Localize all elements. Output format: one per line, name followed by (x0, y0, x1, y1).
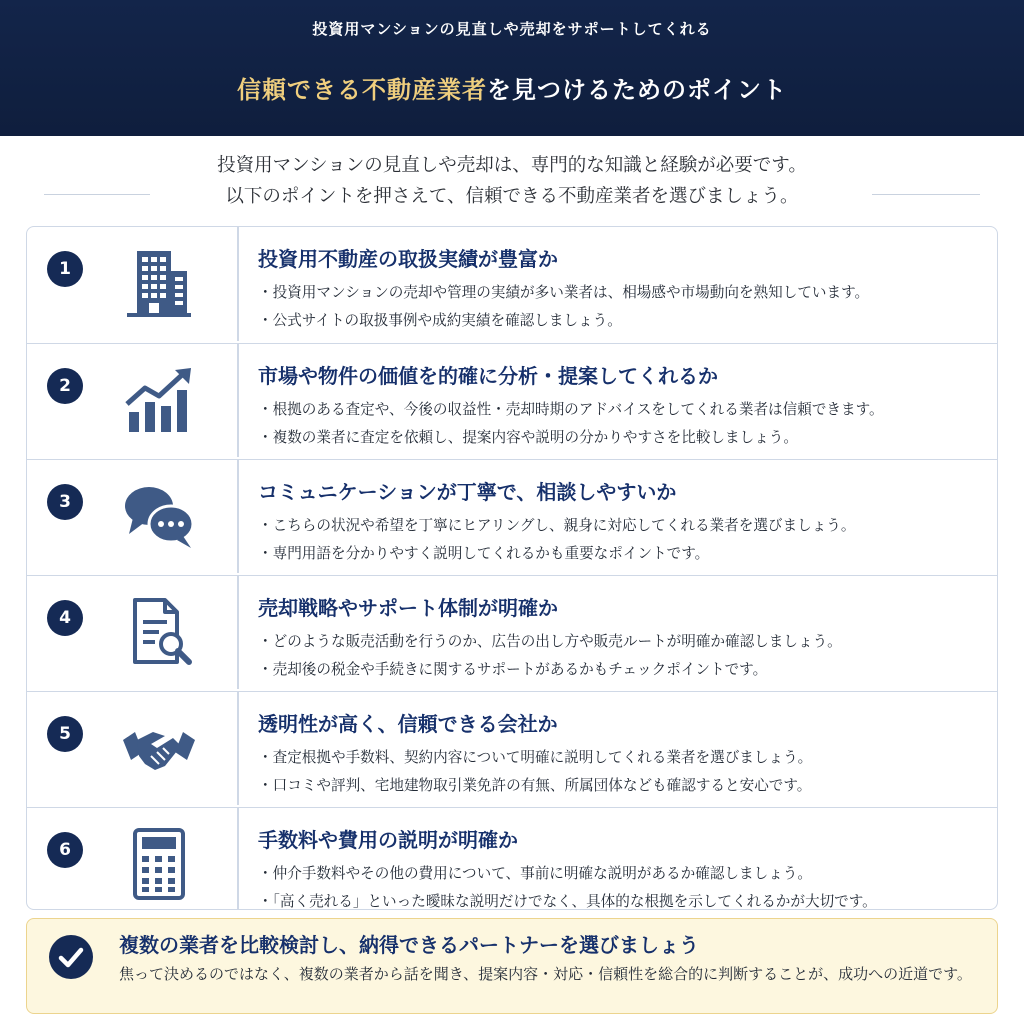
summary-title: 複数の業者を比較検討し、納得できるパートナーを選びましょう (119, 933, 699, 957)
calculator-icon (121, 826, 197, 902)
point-title: 手数料や費用の説明が明確か (258, 828, 518, 852)
point-bullet: ・査定根拠や手数料、契約内容について明確に説明してくれる業者を選びましょう。 (258, 749, 813, 766)
point-bullet: ・売却後の税金や手続きに関するサポートがあるかもチェックポイントです。 (258, 661, 768, 678)
header-banner (0, 0, 1024, 136)
point-number-badge: 6 (47, 832, 83, 868)
point-row-1 (27, 227, 998, 341)
point-number-badge: 4 (47, 600, 83, 636)
row-divider (237, 576, 239, 689)
point-bullet: ・こちらの状況や希望を丁寧にヒアリングし、親身に対応してくれる業者を選びましょう。 (258, 517, 856, 534)
point-title: 売却戦略やサポート体制が明確か (258, 596, 558, 620)
building-icon (121, 245, 197, 321)
point-row-6 (27, 807, 998, 910)
point-number-badge: 2 (47, 368, 83, 404)
row-divider (237, 227, 239, 341)
point-bullet: ・どのような販売活動を行うのか、広告の出し方や販売ルートが明確か確認しましょう。 (258, 633, 842, 650)
summary-body: 焦って決めるのではなく、複数の業者から話を聞き、提案内容・対応・信頼性を総合的に判断することが、成功への近道です。 (119, 965, 972, 983)
header-title-line2 (0, 70, 1024, 105)
growth-chart-icon (121, 362, 197, 438)
point-bullet: ・複数の業者に査定を依頼し、提案内容や説明の分かりやすさを比較しましょう。 (258, 429, 798, 446)
handshake-icon (121, 710, 197, 786)
header-title-rest: を見つけるためのポイント (487, 76, 787, 104)
header-title-line1: 投資用マンションの見直しや売却をサポートしてくれる (312, 20, 712, 38)
row-divider (237, 692, 239, 805)
intro-text (0, 150, 1024, 212)
document-search-icon (121, 594, 197, 670)
point-bullet: ・公式サイトの取扱事例や成約実績を確認しましょう。 (258, 312, 622, 329)
point-row-3 (27, 459, 998, 573)
point-title: コミュニケーションが丁寧で、相談しやすいか (258, 480, 677, 504)
point-bullet: ・投資用マンションの売却や管理の実績が多い業者は、相場感や市場動向を熟知しています。 (258, 284, 870, 301)
point-row-4 (27, 575, 998, 689)
intro-line2: 以下のポイントを押さえて、信頼できる不動産業者を選びましょう。 (225, 186, 799, 207)
point-row-5 (27, 691, 998, 805)
intro-divider-left (44, 194, 150, 195)
row-divider (237, 344, 239, 457)
point-bullet: ・口コミや評判、宅地建物取引業免許の有無、所属団体なども確認すると安心です。 (258, 777, 812, 794)
points-card (26, 226, 998, 910)
summary-box (26, 918, 998, 1014)
point-number-badge: 5 (47, 716, 83, 752)
point-number-badge: 1 (47, 251, 83, 287)
point-row-2 (27, 343, 998, 457)
intro-divider-right (872, 194, 980, 195)
row-divider (237, 460, 239, 573)
check-circle-icon (49, 935, 93, 979)
point-bullet: ・専門用語を分かりやすく説明してくれるかも重要なポイントです。 (258, 545, 710, 562)
header-highlight: 信頼できる不動産業者 (237, 76, 487, 104)
point-bullet: ・根拠のある査定や、今後の収益性・売却時期のアドバイスをしてくれる業者は信頼できます。 (258, 401, 884, 418)
point-title: 市場や物件の価値を的確に分析・提案してくれるか (258, 364, 718, 388)
intro-line1: 投資用マンションの見直しや売却は、専門的な知識と経験が必要です。 (217, 155, 807, 176)
point-bullet: ・「高く売れる」といった曖昧な説明だけでなく、具体的な根拠を示してくれるかが大切です。 (258, 893, 877, 910)
point-bullet: ・仲介手数料やその他の費用について、事前に明確な説明があるか確認しましょう。 (258, 865, 812, 882)
point-title: 投資用不動産の取扱実績が豊富か (258, 247, 558, 271)
row-divider (237, 808, 239, 910)
point-number-badge: 3 (47, 484, 83, 520)
point-title: 透明性が高く、信頼できる会社か (258, 712, 558, 736)
chat-bubbles-icon (121, 478, 197, 554)
